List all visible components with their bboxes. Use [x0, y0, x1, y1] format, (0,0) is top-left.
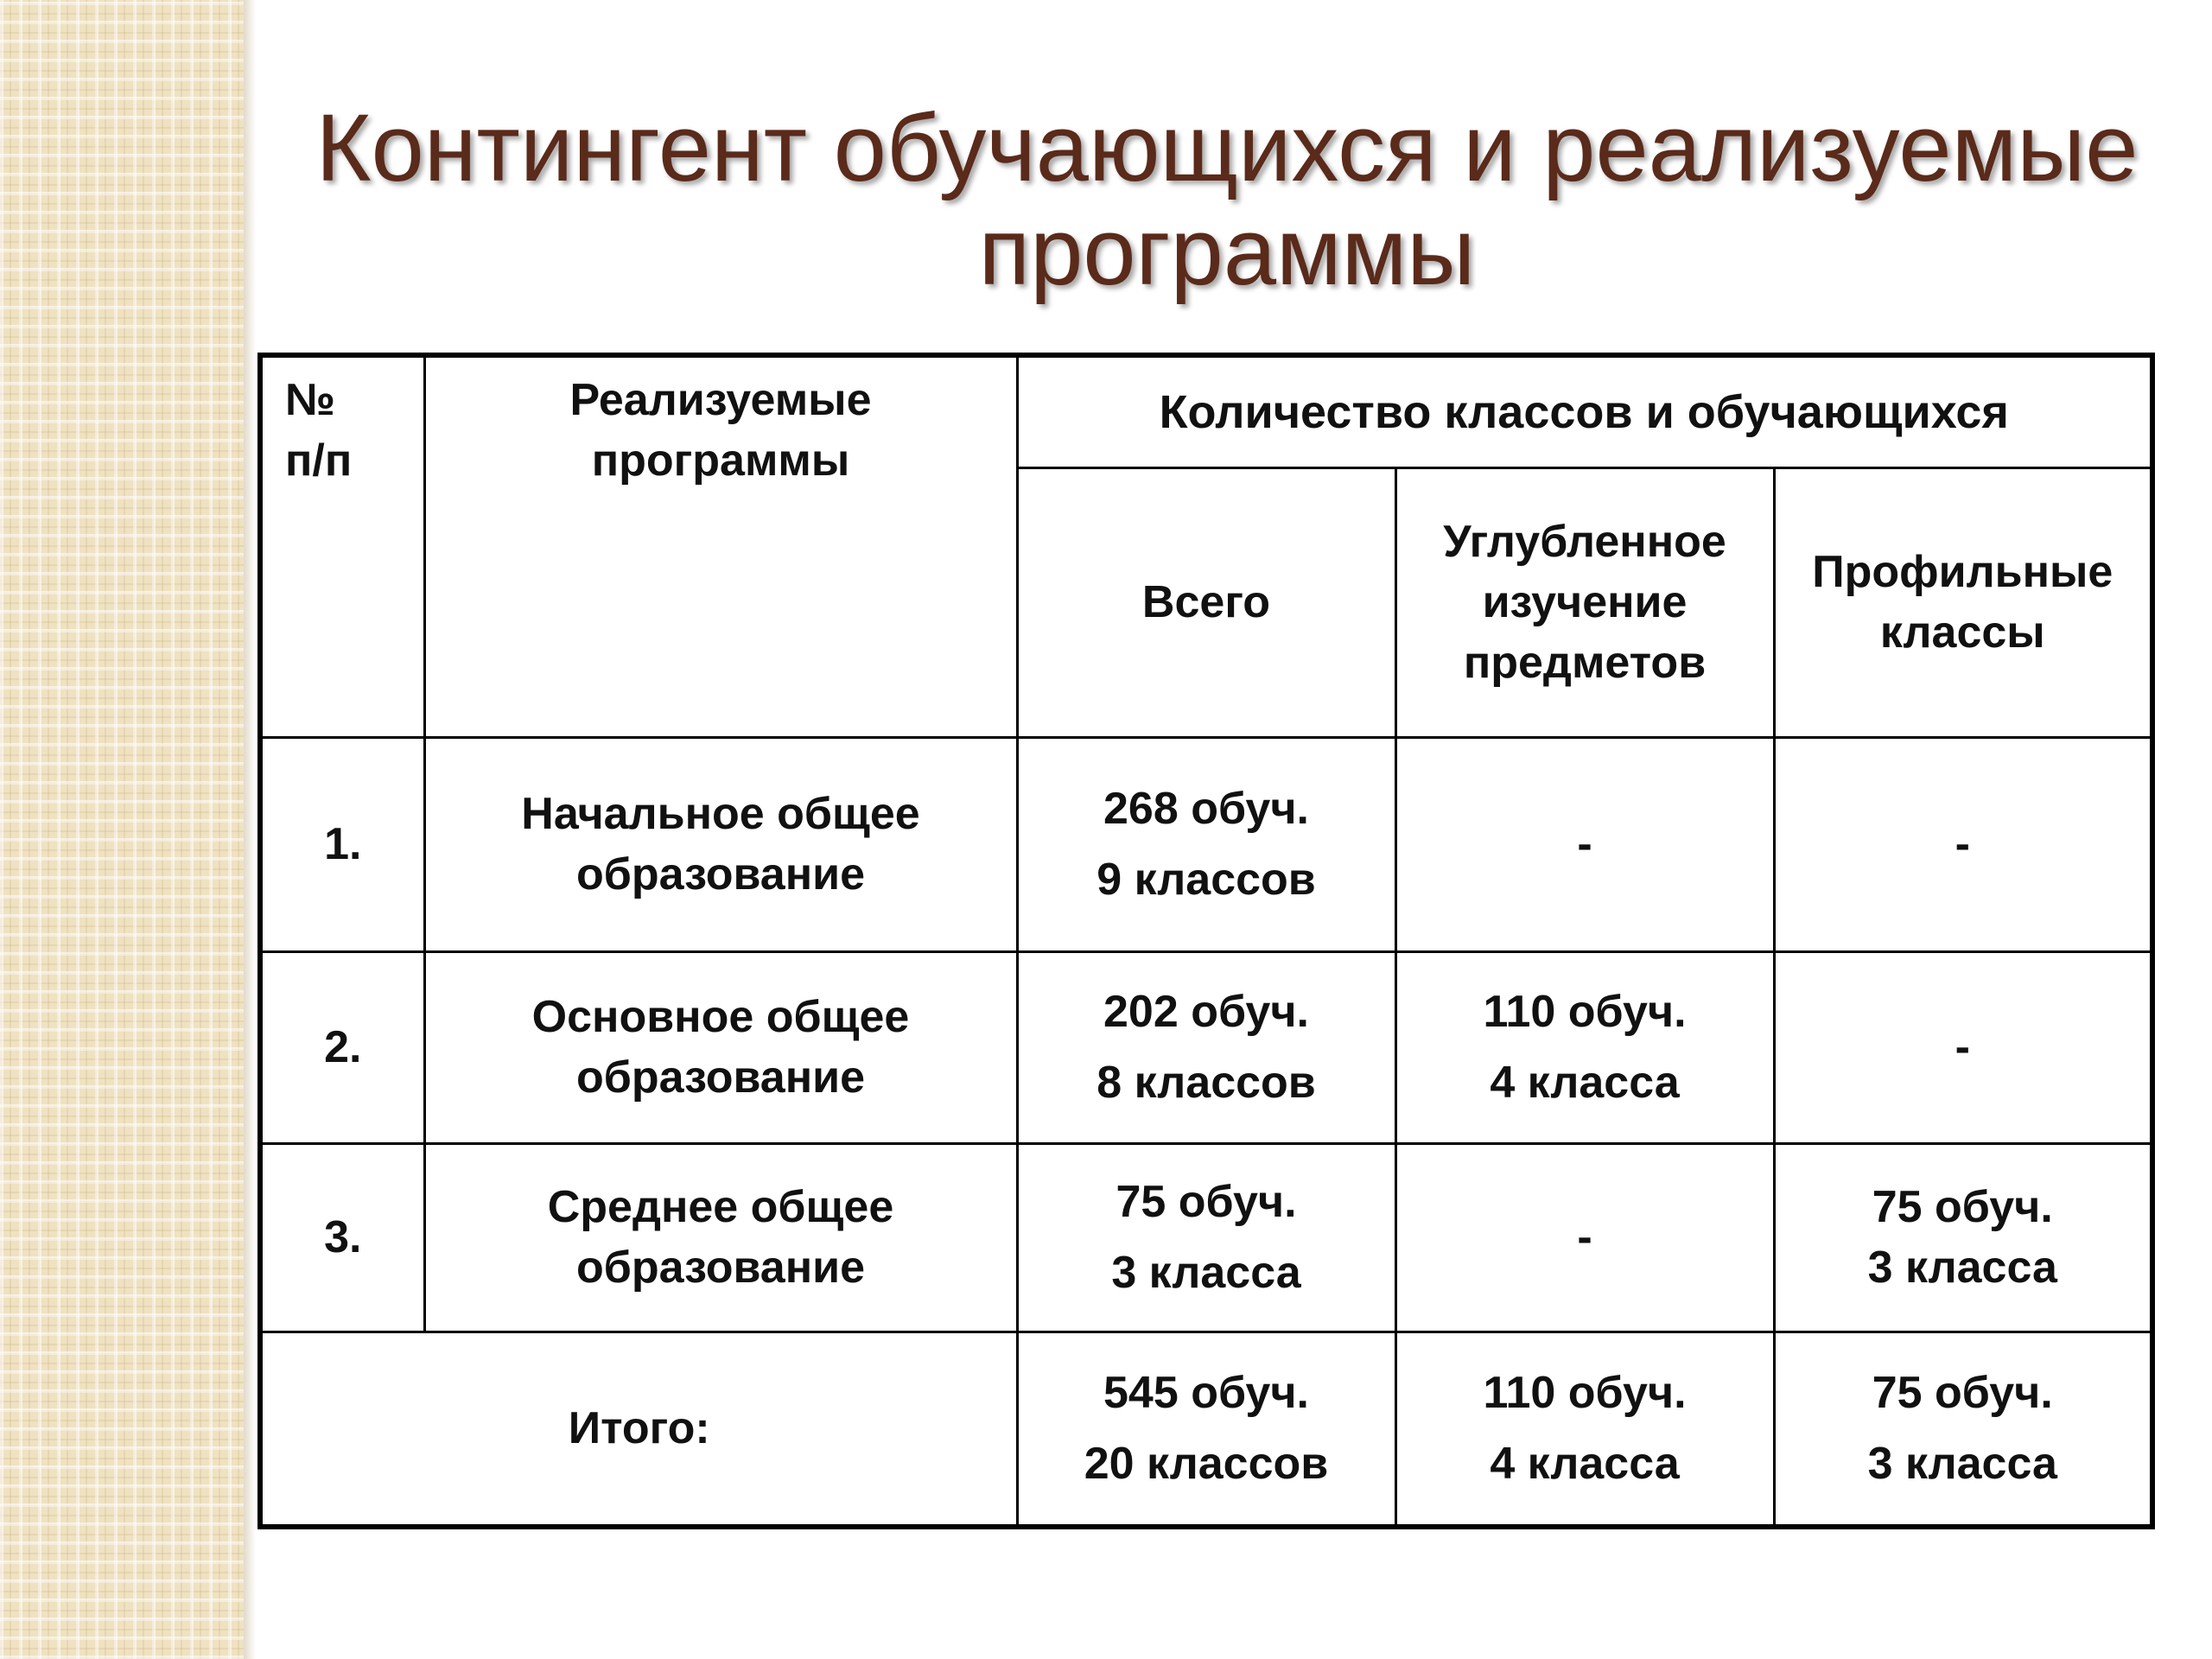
- row-total: 75 обуч. 3 класса: [1017, 1143, 1395, 1332]
- header-total: Всего: [1017, 467, 1395, 737]
- header-advanced-study: Углубленное изучение предметов: [1395, 467, 1774, 737]
- row-program: Основное общее образование: [424, 951, 1017, 1143]
- slide-title-line-1: Контингент обучающихся и реализуемые: [315, 95, 2139, 201]
- row-number: 3.: [260, 1143, 424, 1332]
- table-row: [260, 951, 2152, 1143]
- header-profile-classes: Профильные классы: [1774, 467, 2152, 737]
- programs-table: [257, 353, 2155, 1529]
- table-row: [260, 1143, 2152, 1332]
- row-number: 2.: [260, 951, 424, 1143]
- header-classes-group: Количество классов и обучающихся: [1017, 355, 2152, 467]
- header-programs: Реализуемые программы: [424, 355, 1017, 737]
- row-program: Начальное общее образование: [424, 737, 1017, 951]
- row-advanced: -: [1395, 1143, 1774, 1332]
- table-header-row: [260, 355, 2152, 467]
- row-total: 202 обуч. 8 классов: [1017, 951, 1395, 1143]
- table-row: [260, 737, 2152, 951]
- row-advanced: 110 обуч. 4 класса: [1395, 951, 1774, 1143]
- row-profile: 75 обуч. 3 класса: [1774, 1143, 2152, 1332]
- slide-title: [259, 97, 2195, 304]
- row-total: 268 обуч. 9 классов: [1017, 737, 1395, 951]
- summary-advanced: 110 обуч. 4 класса: [1395, 1332, 1774, 1527]
- row-profile: -: [1774, 737, 2152, 951]
- summary-profile: 75 обуч. 3 класса: [1774, 1332, 2152, 1527]
- row-advanced: -: [1395, 737, 1774, 951]
- row-program: Среднее общее образование: [424, 1143, 1017, 1332]
- decorative-side-strip: [0, 0, 244, 1659]
- row-profile: -: [1774, 951, 2152, 1143]
- header-number: № п/п: [260, 355, 424, 737]
- table-summary-row: [260, 1332, 2152, 1527]
- row-number: 1.: [260, 737, 424, 951]
- summary-label: Итого:: [260, 1332, 1017, 1527]
- summary-total: 545 обуч. 20 классов: [1017, 1332, 1395, 1527]
- slide-title-line-2: программы: [978, 199, 1476, 305]
